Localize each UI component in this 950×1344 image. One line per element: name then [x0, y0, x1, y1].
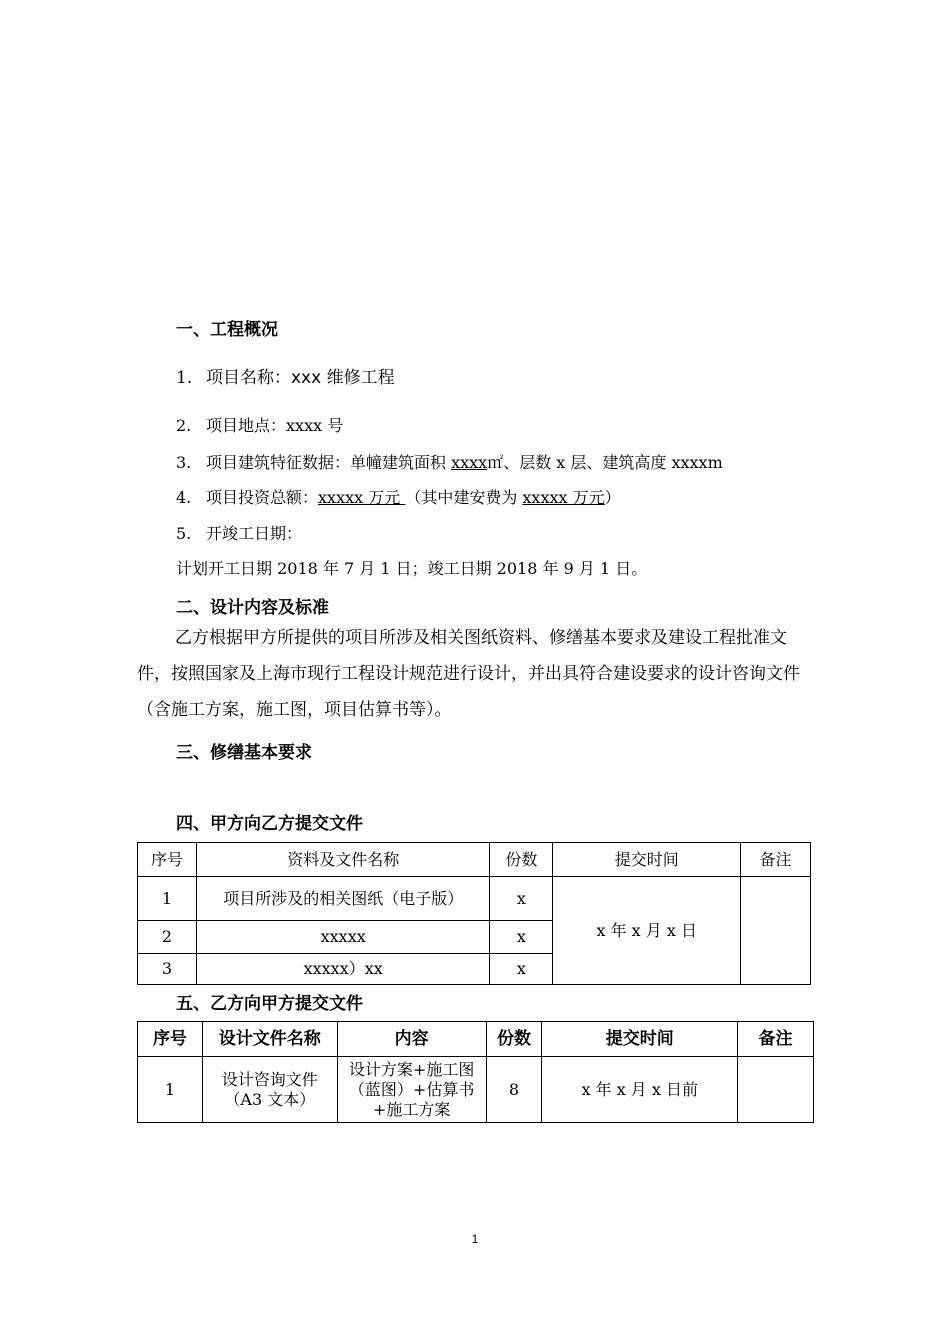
- section2-heading: 二、设计内容及标准: [176, 598, 329, 618]
- header-no: 序号: [138, 843, 197, 877]
- section5-heading: 五、乙方向甲方提交文件: [176, 994, 363, 1014]
- section3-heading: 三、修缮基本要求: [176, 743, 312, 763]
- header-name: 资料及文件名称: [196, 843, 490, 877]
- page-number: 1: [471, 1232, 479, 1246]
- section2-paragraph: 乙方根据甲方所提供的项目所涉及相关图纸资料、修缮基本要求及建设工程批准文件，按照国家及上海市现行工程设计规范进行设计，并出具符合建设要求的设计咨询文件（含施工方案，施工图，项目估算书等）。: [137, 628, 800, 720]
- table-header-row: [138, 1022, 814, 1057]
- item-building-data: 3. 项目建筑特征数据：单幢建筑面积 xxxx㎡、层数 x 层、建筑高度 xxxxm: [176, 453, 723, 472]
- header-no: 序号: [138, 1022, 203, 1057]
- table-a-to-b-files: [137, 842, 811, 985]
- planned-dates: 计划开工日期 2018 年 7 月 1 日；竣工日期 2018 年 9 月 1 日。: [176, 559, 648, 578]
- item-dates-label: 5. 开竣工日期：: [176, 524, 303, 543]
- item-project-name: 1. 项目名称：xxx 维修工程: [176, 368, 395, 388]
- header-copies: 份数: [486, 1022, 542, 1057]
- header-time: 提交时间: [553, 843, 741, 877]
- section1-heading: 一、工程概况: [176, 320, 278, 340]
- submit-time: x 年 x 月 x 日: [553, 877, 741, 985]
- table-row: 2 xxxxx x: [138, 921, 811, 954]
- table-row: 1 设计咨询文件（A3 文本） 设计方案+施工图（蓝图）+估算书+施工方案 8 x 年 x 月 x 日前: [138, 1057, 814, 1123]
- header-time: 提交时间: [542, 1022, 738, 1057]
- table-row: 3 xxxxx）xx x: [138, 954, 811, 985]
- item-project-location: 2. 项目地点：xxxx 号: [176, 416, 344, 435]
- item-investment: 4. 项目投资总额：xxxxx 万元 （其中建安费为 xxxxx 万元）: [176, 488, 621, 507]
- section4-heading: 四、甲方向乙方提交文件: [176, 814, 363, 834]
- table-row: 1 项目所涉及的相关图纸（电子版） x x 年 x 月 x 日: [138, 877, 811, 921]
- header-note: 备注: [741, 843, 811, 877]
- header-content: 内容: [337, 1022, 486, 1057]
- note-cell: [741, 877, 811, 985]
- table-b-to-a-files: [137, 1021, 814, 1123]
- table-header-row: [138, 843, 811, 877]
- header-copies: 份数: [490, 843, 553, 877]
- header-note: 备注: [738, 1022, 814, 1057]
- header-name: 设计文件名称: [202, 1022, 337, 1057]
